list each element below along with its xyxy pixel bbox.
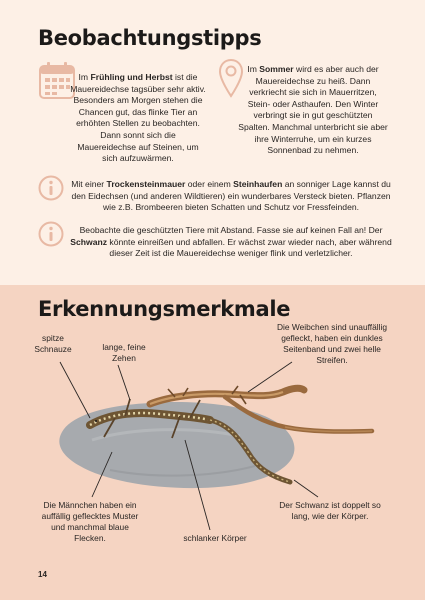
features-title: Erkennungsmerkmale	[38, 297, 291, 321]
tip-summer: Im Sommer wird es aber auch der Mauereidechse zu heiß. Dann verkriecht sie sich in Mauerritzen, Stein- oder Asthaufen. Den Winter verbringt sie in gut geschützten Spalten. Manchmal unterbricht sie aber ihre Winterruhe, um ein kurzes Sonnenbad zu nehmen.	[238, 64, 388, 156]
tips-title: Beobachtungstipps	[38, 26, 262, 50]
info-icon	[38, 175, 64, 201]
tip-spring: Im Frühling und Herbst ist die Mauereidechse tagsüber sehr aktiv. Besonders am Morgen stehen die Chancen gut, das flinke Tier an erhöhten Stellen zu beobachten. Dann sonnt sich die Mauereidechse auf Steinen, um sich aufzuwärmen.	[70, 72, 206, 164]
info-icon	[38, 221, 64, 247]
page-number: 14	[38, 570, 47, 579]
label-male: Die Männchen haben ein auffällig geflecktes Muster und manchmal blaue Flecken.	[41, 500, 139, 543]
pointer-snout	[60, 362, 90, 418]
label-snout: spitze Schnauze	[34, 333, 72, 354]
tip-wall: Mit einer Trockensteinmauer oder einem Steinhaufen an sonniger Lage kannst du den Eidechsen (und anderen Wildtieren) ein wunderbares Versteck bieten. Pflanzen wie z.B. Brombeeren bieten Schatten und Schutz vor Fressfeinden.	[71, 179, 391, 213]
pointer-toes	[118, 365, 130, 400]
label-tail: Der Schwanz ist doppelt so lang, wie der Körper.	[279, 500, 381, 521]
label-body: schlanker Körper	[183, 533, 247, 543]
pointer-tail	[294, 480, 318, 497]
label-female: Die Weibchen sind unauffällig gefleckt, haben ein dunkles Seitenband und zwei helle Streifen.	[276, 322, 388, 365]
tip-distance: Beobachte die geschützten Tiere mit Abstand. Fasse sie auf keinen Fall an! Der Schwanz könnte einreißen und abfallen. Er wächst zwar wieder nach, aber während dieser Zeit ist die Mauereidechse weniger flink und verletzlicher.	[70, 225, 392, 259]
label-toes: lange, feine Zehen	[102, 342, 146, 363]
